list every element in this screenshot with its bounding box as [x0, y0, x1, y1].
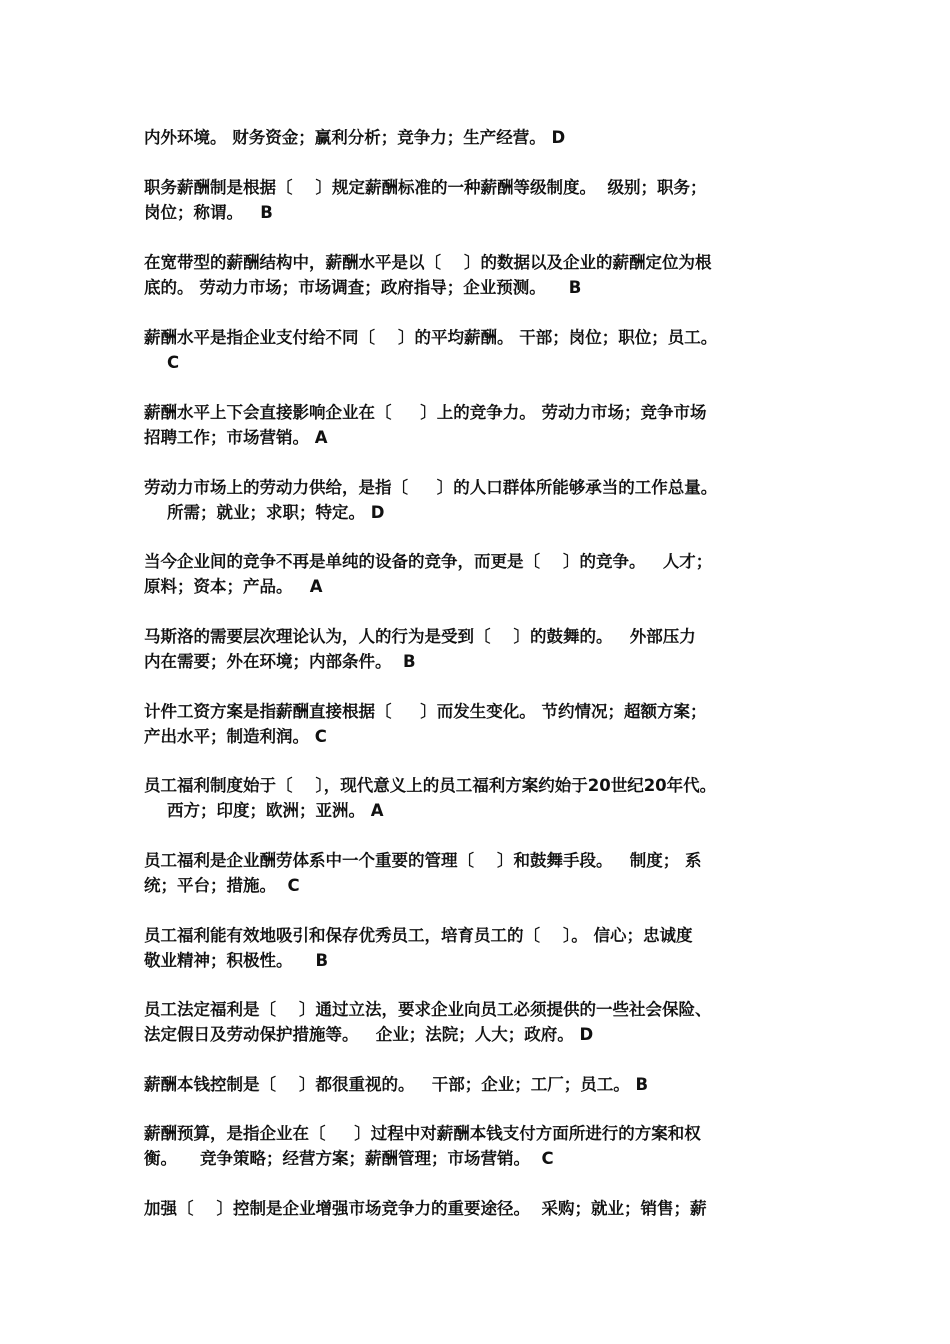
- line: 内外环境。 财务资金；赢利分析；竞争力；生产经营。 D: [144, 128, 566, 147]
- line: 薪酬水平上下会直接影响企业在〔 〕上的竞争力。 劳动力市场；竞争市场: [144, 403, 707, 422]
- line: 在宽带型的薪酬结构中，薪酬水平是以〔 〕的数据以及企业的薪酬定位为根: [144, 253, 712, 272]
- line: 加强〔 〕控制是企业增强市场竞争力的重要途径。 采购；就业；销售；薪: [144, 1199, 707, 1218]
- question-14: [144, 1072, 824, 1097]
- line: 招聘工作；市场营销。 A: [144, 428, 328, 447]
- question-1: [144, 125, 824, 150]
- question-2: [144, 175, 824, 225]
- line: 所需；就业；求职；特定。 D: [144, 503, 385, 522]
- question-10: [144, 773, 824, 823]
- line: 产出水平；制造利润。 C: [144, 727, 327, 746]
- line: 西方；印度；欧洲；亚洲。 A: [144, 801, 384, 820]
- line: 统；平台；措施。 C: [144, 876, 300, 895]
- question-16: [144, 1196, 824, 1221]
- line: 衡。 竞争策略；经营方案；薪酬管理；市场营销。 C: [144, 1149, 554, 1168]
- line: 岗位；称谓。 B: [144, 203, 273, 222]
- line: 员工法定福利是〔 〕通过立法，要求企业向员工必须提供的一些社会保险、: [144, 1000, 712, 1019]
- question-12: [144, 923, 824, 973]
- question-5: [144, 400, 824, 450]
- line: 内在需要；外在环境；内部条件。 B: [144, 652, 416, 671]
- question-4: [144, 325, 824, 375]
- line: 员工福利是企业酬劳体系中一个重要的管理〔 〕和鼓舞手段。 制度； 系: [144, 851, 702, 870]
- line: 法定假日及劳动保护措施等。 企业；法院；人大；政府。 D: [144, 1025, 594, 1044]
- line: 原料；资本；产品。 A: [144, 577, 323, 596]
- line: 薪酬预算，是指企业在〔 〕过程中对薪酬本钱支付方面所进行的方案和权: [144, 1124, 701, 1143]
- line: 当今企业间的竞争不再是单纯的设备的竞争，而更是〔 〕的竞争。 人才；: [144, 552, 713, 571]
- question-11: [144, 848, 824, 898]
- question-9: [144, 699, 824, 749]
- line: 职务薪酬制是根据〔 〕规定薪酬标准的一种薪酬等级制度。 级别；职务；: [144, 178, 707, 197]
- line: 薪酬水平是指企业支付给不同〔 〕的平均薪酬。 干部；岗位；职位；员工。: [144, 328, 718, 347]
- line: 计件工资方案是指薪酬直接根据〔 〕而发生变化。 节约情况；超额方案；: [144, 702, 707, 721]
- line: 底的。 劳动力市场；市场调查；政府指导；企业预测。 B: [144, 278, 582, 297]
- question-15: [144, 1121, 824, 1171]
- line: 劳动力市场上的劳动力供给，是指〔 〕的人口群体所能够承当的工作总量。: [144, 478, 718, 497]
- line: 员工福利制度始于〔 〕，现代意义上的员工福利方案约始于20世纪20年代。: [144, 776, 717, 795]
- line: 员工福利能有效地吸引和保存优秀员工，培育员工的〔 〕。 信心；忠诚度: [144, 926, 693, 945]
- line: 薪酬本钱控制是〔 〕都很重视的。 干部；企业；工厂；员工。 B: [144, 1075, 649, 1094]
- line: C: [144, 353, 180, 372]
- question-3: [144, 250, 824, 300]
- question-13: [144, 997, 824, 1047]
- line: 马斯洛的需要层次理论认为，人的行为是受到〔 〕的鼓舞的。 外部压力: [144, 627, 696, 646]
- question-7: [144, 549, 824, 599]
- question-8: [144, 624, 824, 674]
- line: 敬业精神；积极性。 B: [144, 951, 329, 970]
- question-6: [144, 475, 824, 525]
